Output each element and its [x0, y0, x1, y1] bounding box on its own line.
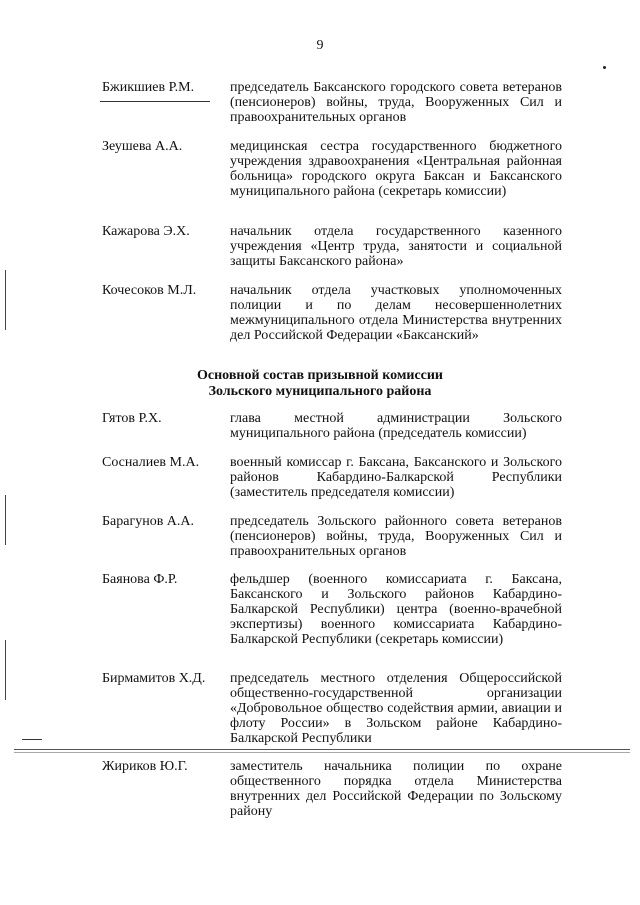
- member-role: председатель местного отделения Общероссийской общественно-государственной организации «Добровольное общество содействия армии, авиации и флоту России» в Зольском районе Кабардино-Балкарской Республики: [230, 671, 562, 746]
- member-entry: [102, 455, 562, 500]
- member-name: Сосналиев М.А.: [102, 455, 200, 470]
- member-name: Жириков Ю.Г.: [102, 759, 188, 774]
- member-name: Гятов Р.Х.: [102, 411, 162, 426]
- member-name: Кочесоков М.Л.: [102, 283, 197, 298]
- scan-speck: [603, 66, 606, 69]
- member-role: фельдшер (военного комиссариата г. Баксана, Баксанского и Зольского районов Кабардино-Балкарской Республики) центра (военно-врачебной экспертизы) военного комиссариата Кабардино-Балкарской Республики (секретарь комиссии): [230, 572, 562, 647]
- member-role: начальник отдела участковых уполномоченных полиции и по делам несовершеннолетних межмуниципального отдела Министерства внутренних дел Российской Федерации «Баксанский»: [230, 283, 562, 343]
- page-number: 9: [316, 38, 324, 53]
- member-role: председатель Баксанского городского совета ветеранов (пенсионеров) войны, труда, Вооруженных Сил и правоохранительных органов: [230, 80, 562, 125]
- scan-dash: [22, 739, 42, 740]
- scan-edge-mark: [5, 640, 6, 700]
- member-role: глава местной администрации Зольского муниципального района (председатель комиссии): [230, 411, 562, 441]
- member-entry: [102, 139, 562, 199]
- member-entry: [102, 671, 562, 746]
- member-name: Бирмамитов Х.Д.: [102, 671, 206, 686]
- member-name: Бжикшиев Р.М.: [102, 80, 195, 95]
- member-role: заместитель начальника полиции по охране общественного порядка отдела Министерства внутренних дел Российской Федерации по Зольскому району: [230, 759, 562, 819]
- page-fold-line: [14, 749, 630, 750]
- member-entry: [102, 514, 562, 559]
- member-role: медицинская сестра государственного бюджетного учреждения здравоохранения «Центральная районная больница» городского округа Баксан и Баксанского муниципального района (секретарь комиссии): [230, 139, 562, 199]
- section-heading-line: Основной состав призывной комиссии: [197, 368, 443, 383]
- member-role: начальник отдела государственного казенного учреждения «Центр труда, занятости и социальной защиты Баксанского района»: [230, 224, 562, 269]
- member-entry: [102, 572, 562, 647]
- member-name: Кажарова Э.Х.: [102, 224, 190, 239]
- section-heading-line: Зольского муниципального района: [208, 384, 432, 399]
- member-name: Зеушева А.А.: [102, 139, 183, 154]
- member-role: военный комиссар г. Баксана, Баксанского и Зольского районов Кабардино-Балкарской Республики (заместитель председателя комиссии): [230, 455, 562, 500]
- section-heading: [0, 368, 640, 400]
- member-role: председатель Зольского районного совета ветеранов (пенсионеров) войны, труда, Вооруженных Сил и правоохранительных органов: [230, 514, 562, 559]
- member-entry: [102, 759, 562, 819]
- member-name: Барагунов А.А.: [102, 514, 195, 529]
- scan-edge-mark: [5, 270, 6, 330]
- member-entry: [102, 80, 562, 125]
- scan-edge-mark: [5, 495, 6, 545]
- page-fold-line: [14, 752, 630, 753]
- member-entry: [102, 224, 562, 269]
- member-name: Баянова Ф.Р.: [102, 572, 178, 587]
- member-entry: [102, 411, 562, 441]
- member-entry: [102, 283, 562, 343]
